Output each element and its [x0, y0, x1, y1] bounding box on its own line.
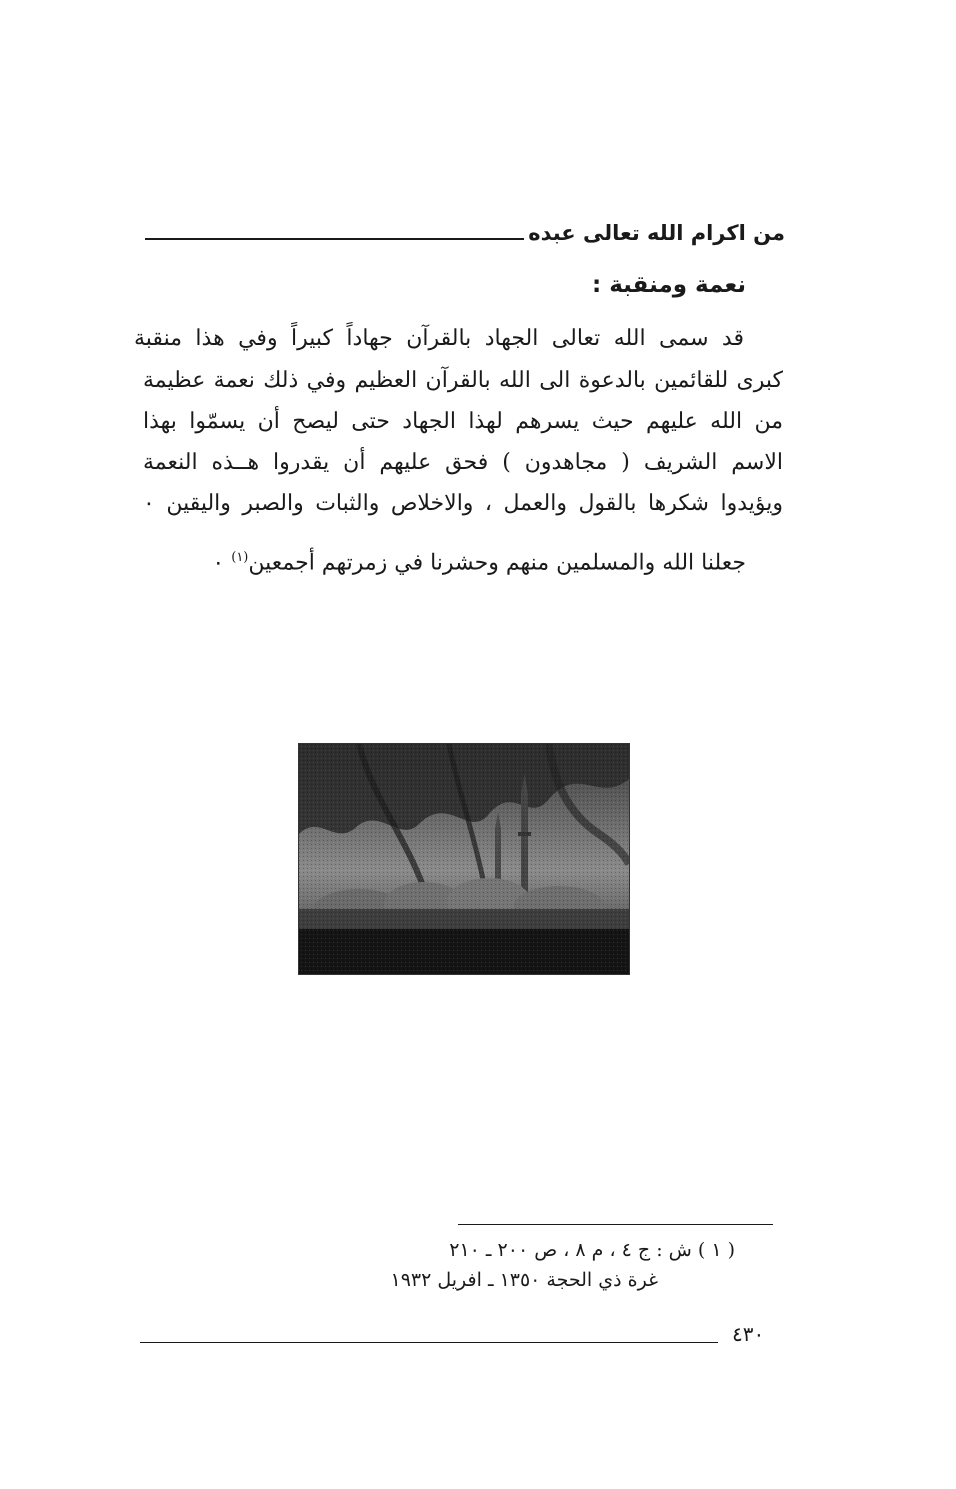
body-line-1: قد سمى الله تعالى الجهاد بالقرآن جهاداً كبيراً وفي هذا منقبة [134, 326, 744, 351]
footnote-reference: (١) [231, 550, 249, 565]
running-header-rule [145, 238, 524, 240]
running-header-title: من اكرام الله تعالى عبده [528, 221, 785, 245]
body-line-4: الاسم الشريف ( مجاهدون ) فحق عليهم أن يقدروا هــذه النعمة [143, 450, 783, 475]
page-number: ٤٣٠ [732, 1322, 765, 1346]
body-line-3: من الله عليهم حيث يسرهم لهذا الجهاد حتى ليصح أن يسمّوا بهذا [143, 409, 783, 434]
section-heading: نعمة ومنقبة : [591, 272, 746, 298]
running-header [145, 218, 785, 248]
closing-end: ٠ [212, 550, 232, 576]
footnote-line-1: ( ١ ) ش : ج ٤ ، م ٨ ، ص ٢٠٠ ـ ٢١٠ [449, 1239, 735, 1261]
body-line-5: ويؤيدوا شكرها بالقول والعمل ، والاخلاص والثبات والصبر واليقين ٠ [143, 491, 783, 516]
footer-rule [140, 1342, 718, 1343]
closing-text: جعلنا الله والمسلمين منهم وحشرنا في زمرتهم أجمعين [248, 550, 746, 576]
footnote-divider [458, 1224, 773, 1225]
closing-line [212, 541, 746, 580]
footnote-line-2: غرة ذي الحجة ١٣٥٠ ـ افريل ١٩٣٢ [390, 1269, 658, 1291]
body-line-2: كبرى للقائمين بالدعوة الى الله بالقرآن العظيم وفي ذلك نعمة عظيمة [143, 368, 783, 393]
mosque-photograph [298, 743, 630, 975]
